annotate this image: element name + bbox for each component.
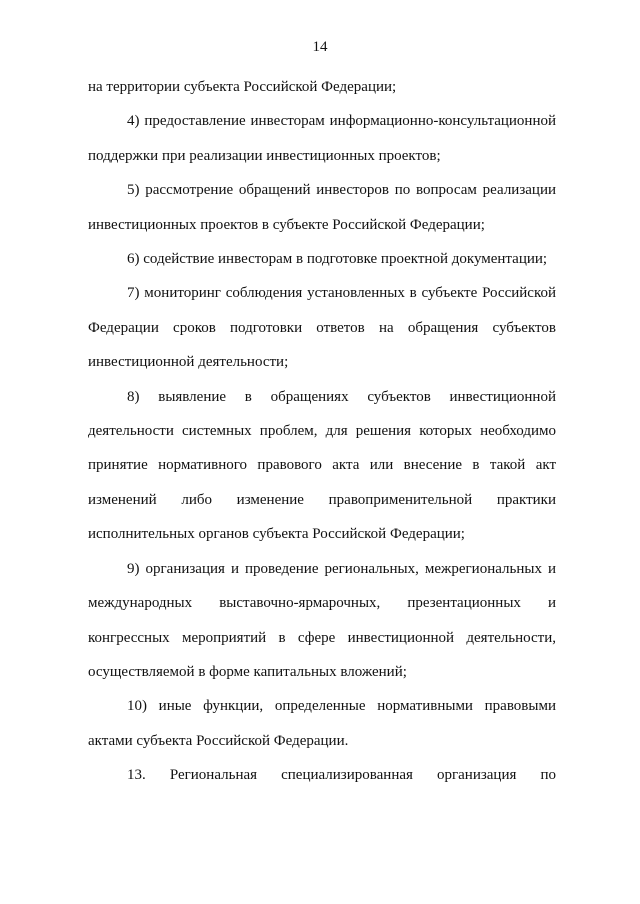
- paragraph-item-8: 8) выявление в обращениях субъектов инвестиционной деятельности системных проблем, для решения которых необходимо принятие нормативного правового акта или внесение в такой акт изменений либо изменение правоприменительной практики исполнительных органов субъекта Российской Федерации;: [88, 388, 556, 543]
- paragraph-item-7: 7) мониторинг соблюдения установленных в субъекте Российской Федерации сроков подготовки ответов на обращения субъектов инвестиционной деятельности;: [88, 285, 556, 371]
- paragraph-item-10: 10) иные функции, определенные нормативными правовыми актами субъекта Российской Федерации.: [88, 698, 556, 749]
- document-body: [88, 70, 556, 793]
- paragraph-item-6: 6) содействие инвесторам в подготовке проектной документации;: [127, 251, 548, 268]
- paragraph-item-9: 9) организация и проведение региональных, межрегиональных и международных выставочно-ярмарочных, презентационных и конгрессных мероприятий в сфере инвестиционной деятельности, осуществляемой в форме капитальных вложений;: [88, 560, 556, 680]
- page-number: 14: [312, 39, 328, 55]
- paragraph-item-4: 4) предоставление инвесторам информационно-консультационной поддержки при реализации инвестиционных проектов;: [88, 113, 556, 164]
- paragraph-item-5: 5) рассмотрение обращений инвесторов по вопросам реализации инвестиционных проектов в субъекте Российской Федерации;: [88, 182, 556, 233]
- paragraph-section-13: 13. Региональная специализированная организация по: [127, 767, 556, 784]
- paragraph-continuation: на территории субъекта Российской Федерации;: [88, 79, 397, 95]
